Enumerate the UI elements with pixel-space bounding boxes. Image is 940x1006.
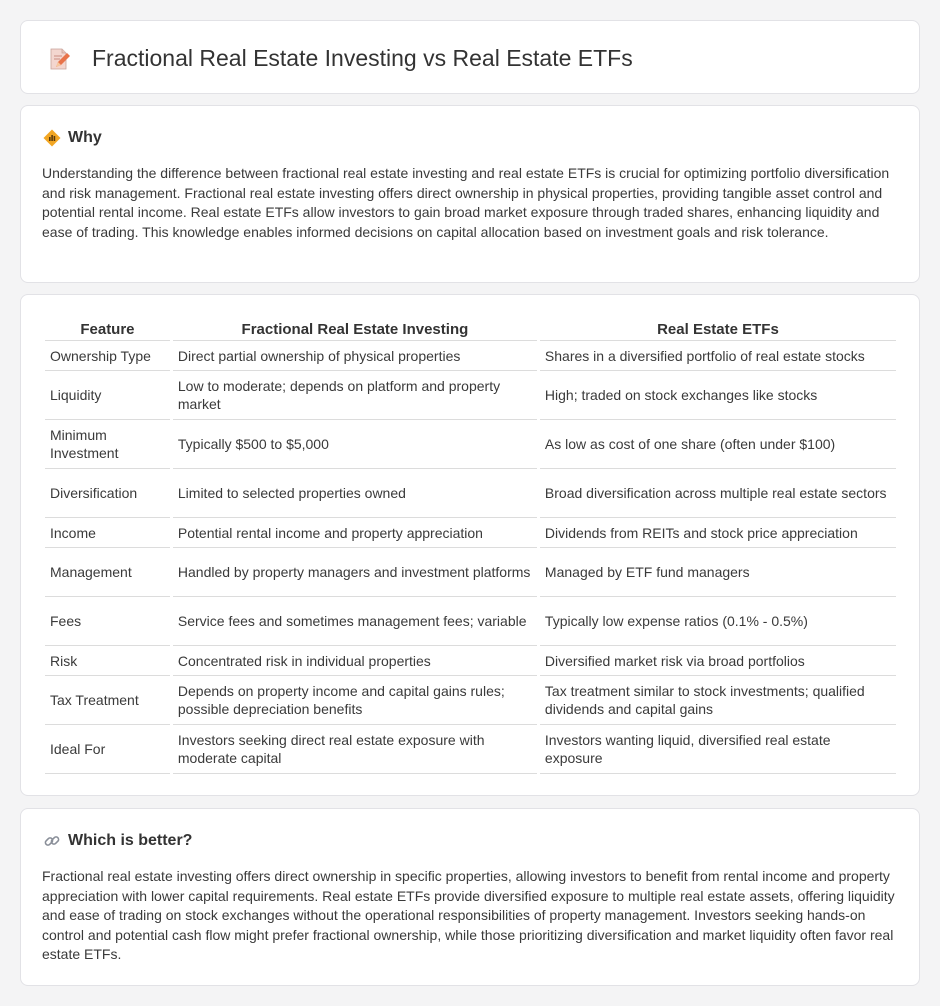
feature-cell: Diversification — [45, 469, 170, 518]
feature-cell: Fees — [45, 597, 170, 646]
feature-cell: Income — [45, 518, 170, 548]
table-row — [45, 548, 896, 597]
table-row — [45, 676, 896, 725]
feature-cell: Ownership Type — [45, 341, 170, 371]
etf-cell: Investors wanting liquid, diversified real estate exposure — [540, 725, 896, 774]
feature-cell: Management — [45, 548, 170, 597]
feature-cell: Risk — [45, 646, 170, 676]
better-heading-label: Which is better? — [68, 832, 193, 849]
better-heading — [43, 831, 192, 851]
table-row — [45, 597, 896, 646]
fractional-cell: Concentrated risk in individual properties — [173, 646, 537, 676]
which-is-better-section — [20, 808, 920, 986]
fractional-cell: Depends on property income and capital gains rules; possible depreciation benefits — [173, 676, 537, 725]
better-paragraph: Fractional real estate investing offers direct ownership in specific properties, allowing investors to benefit from rental income and property appreciation with lower capital requirements. Real estate ETFs provide diversified exposure to multiple real estate assets, offering liquidity and ease of trading on stock exchanges without the operational responsibilities of property management. Investors seeking hands-on control and potential cash flow might prefer fractional ownership, while those prioritizing diversification and market liquidity often favor real estate ETFs. — [42, 868, 895, 962]
table-row — [45, 469, 896, 518]
header-etfs: Real Estate ETFs — [540, 315, 896, 341]
title-card — [20, 20, 920, 94]
etf-cell: High; traded on stock exchanges like stocks — [540, 371, 896, 420]
fractional-cell: Low to moderate; depends on platform and property market — [173, 371, 537, 420]
table-row — [45, 420, 896, 469]
fractional-cell: Handled by property managers and investment platforms — [173, 548, 537, 597]
etf-cell: Tax treatment similar to stock investments; qualified dividends and capital gains — [540, 676, 896, 725]
why-paragraph: Understanding the difference between fractional real estate investing and real estate ETFs is crucial for optimizing portfolio diversification and risk management. Fractional real estate investing offers direct ownership in physical properties, providing tangible asset control and potential rental income. Real estate ETFs allow investors to gain broad market exposure through traded shares, enhancing liquidity and ease of trading. This knowledge enables informed decisions on capital allocation based on investment goals and risk tolerance. — [42, 165, 890, 240]
diamond-signal-icon — [43, 129, 61, 147]
feature-cell: Liquidity — [45, 371, 170, 420]
etf-cell: Typically low expense ratios (0.1% - 0.5%) — [540, 597, 896, 646]
comparison-table-card — [20, 294, 920, 796]
etf-cell: Diversified market risk via broad portfolios — [540, 646, 896, 676]
table-row — [45, 341, 896, 371]
etf-cell: As low as cost of one share (often under $100) — [540, 420, 896, 469]
feature-cell: Ideal For — [45, 725, 170, 774]
etf-cell: Shares in a diversified portfolio of real estate stocks — [540, 341, 896, 371]
table-row — [45, 518, 896, 548]
fractional-cell: Potential rental income and property appreciation — [173, 518, 537, 548]
why-section — [20, 105, 920, 283]
pencil-document-icon — [47, 47, 71, 71]
table-row — [45, 646, 896, 676]
fractional-cell: Typically $500 to $5,000 — [173, 420, 537, 469]
feature-cell: Minimum Investment — [45, 420, 170, 469]
etf-cell: Dividends from REITs and stock price appreciation — [540, 518, 896, 548]
why-heading — [43, 128, 102, 148]
page-title: Fractional Real Estate Investing vs Real Estate ETFs — [92, 45, 633, 71]
table-row — [45, 371, 896, 420]
fractional-cell: Investors seeking direct real estate exposure with moderate capital — [173, 725, 537, 774]
etf-cell: Broad diversification across multiple real estate sectors — [540, 469, 896, 518]
link-icon — [43, 832, 61, 850]
table-row — [45, 725, 896, 774]
table-header-row — [45, 315, 896, 341]
feature-cell: Tax Treatment — [45, 676, 170, 725]
header-fractional: Fractional Real Estate Investing — [173, 315, 537, 341]
etf-cell: Managed by ETF fund managers — [540, 548, 896, 597]
why-heading-label: Why — [68, 129, 102, 146]
fractional-cell: Limited to selected properties owned — [173, 469, 537, 518]
header-feature: Feature — [45, 315, 170, 341]
comparison-table — [42, 315, 899, 774]
fractional-cell: Direct partial ownership of physical properties — [173, 341, 537, 371]
fractional-cell: Service fees and sometimes management fees; variable — [173, 597, 537, 646]
